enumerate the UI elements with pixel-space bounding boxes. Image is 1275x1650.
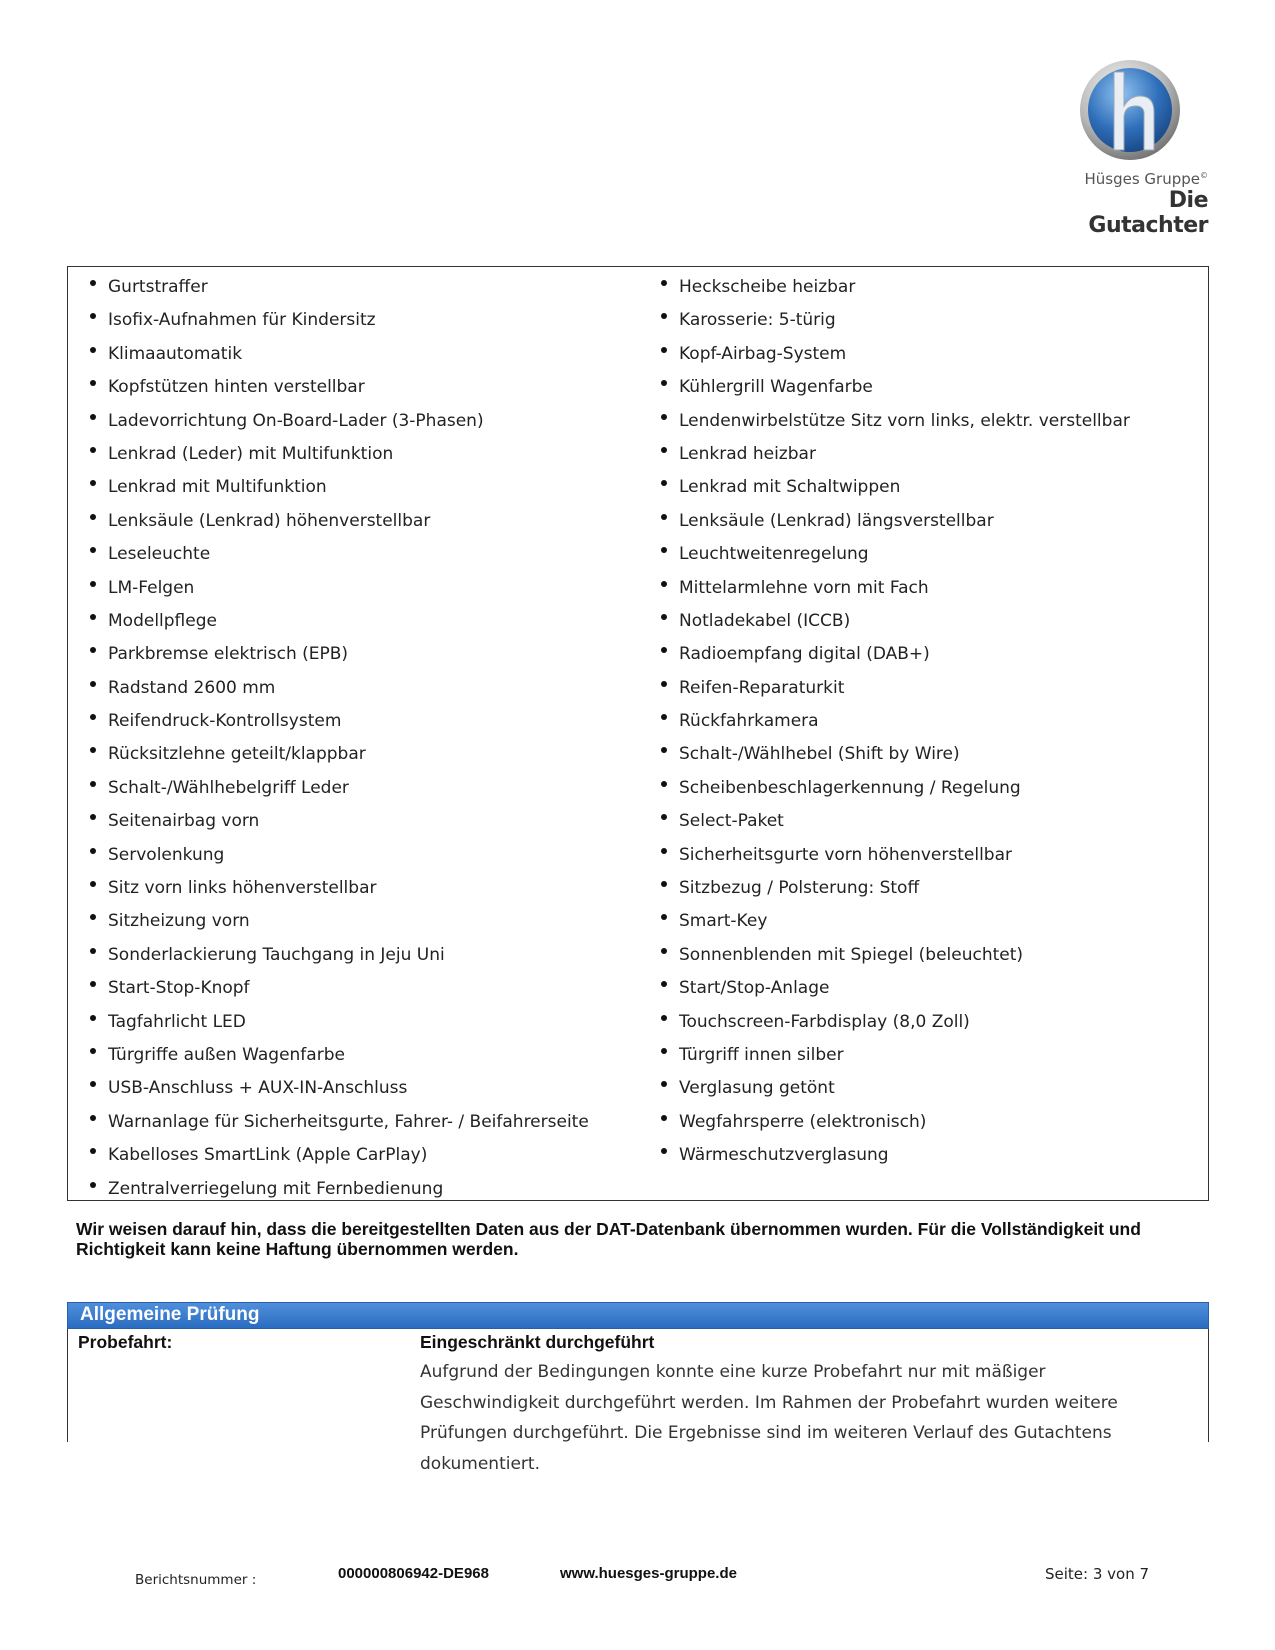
equipment-item-label: Radioempfang digital (DAB+) — [679, 644, 930, 665]
equipment-list-left — [88, 271, 638, 1206]
equipment-item — [659, 872, 1199, 905]
equipment-item-label: Leseleuchte — [108, 544, 211, 565]
equipment-item — [88, 371, 638, 404]
equipment-item-label: Touchscreen-Farbdisplay (8,0 Zoll) — [679, 1011, 970, 1032]
bullet-icon — [661, 1048, 667, 1054]
equipment-item-label: Lenkrad heizbar — [679, 443, 816, 464]
equipment-item-label: Lenksäule (Lenkrad) höhenverstellbar — [108, 510, 431, 531]
brand-group-name: Hüsges Gruppe© — [1084, 170, 1208, 188]
equipment-item-label: Servolenkung — [108, 844, 225, 865]
equipment-item — [659, 1139, 1199, 1172]
bullet-icon — [661, 313, 667, 319]
bullet-icon — [90, 1115, 96, 1121]
section-header — [67, 1302, 1209, 1329]
bullet-icon — [661, 948, 667, 954]
brand-tagline: Die Gutachter — [1088, 188, 1208, 238]
bullet-icon — [661, 848, 667, 854]
equipment-item-label: LM-Felgen — [108, 577, 195, 598]
test-drive-description: Aufgrund der Bedingungen konnte eine kurze Probefahrt nur mit mäßiger Geschwindigkeit durchgeführt werden. Im Rahmen der Probefahrt wurden weitere Prüfungen durchgeführt. Die Ergebnisse sind im weiteren Verlauf des Gutachtens dokumentiert. — [420, 1362, 1118, 1474]
equipment-item-label: Modellpflege — [108, 610, 217, 631]
bullet-icon — [90, 480, 96, 486]
equipment-item-label: Schalt-/Wählhebel (Shift by Wire) — [679, 744, 960, 765]
bullet-icon — [90, 380, 96, 386]
bullet-icon — [661, 981, 667, 987]
bullet-icon — [661, 1115, 667, 1121]
equipment-item — [88, 872, 638, 905]
equipment-item — [659, 939, 1199, 972]
bullet-icon — [661, 814, 667, 820]
bullet-icon — [90, 280, 96, 286]
equipment-item — [659, 438, 1199, 471]
equipment-item-label: Mittelarmlehne vorn mit Fach — [679, 577, 929, 598]
bullet-icon — [90, 681, 96, 687]
equipment-item — [659, 1072, 1199, 1105]
equipment-item — [659, 772, 1199, 805]
equipment-item-label: Sonderlackierung Tauchgang in Jeju Uni — [108, 944, 445, 965]
equipment-item — [88, 638, 638, 671]
bullet-icon — [90, 313, 96, 319]
page-footer — [0, 1560, 1275, 1600]
equipment-item-label: Sicherheitsgurte vorn höhenverstellbar — [679, 844, 1012, 865]
equipment-item — [88, 839, 638, 872]
equipment-item — [659, 705, 1199, 738]
website-link[interactable]: www.huesges-gruppe.de — [560, 1565, 737, 1582]
bullet-icon — [90, 647, 96, 653]
equipment-item-label: Reifendruck-Kontrollsystem — [108, 711, 342, 732]
equipment-item — [659, 572, 1199, 605]
equipment-item — [88, 605, 638, 638]
equipment-item — [88, 572, 638, 605]
bullet-icon — [661, 480, 667, 486]
bullet-icon — [661, 380, 667, 386]
equipment-item — [88, 772, 638, 805]
bullet-icon — [90, 447, 96, 453]
equipment-item-label: Radstand 2600 mm — [108, 677, 276, 698]
bullet-icon — [90, 414, 96, 420]
equipment-list-right — [659, 271, 1199, 1173]
equipment-item-label: Klimaautomatik — [108, 343, 243, 364]
equipment-item — [659, 905, 1199, 938]
equipment-item-label: Scheibenbeschlagerkennung / Regelung — [679, 777, 1021, 798]
equipment-item-label: Rücksitzlehne geteilt/klappbar — [108, 744, 366, 765]
equipment-item-label: Smart-Key — [679, 911, 768, 932]
equipment-item — [659, 338, 1199, 371]
equipment-item-label: Sonnenblenden mit Spiegel (beleuchtet) — [679, 944, 1024, 965]
equipment-item — [659, 1039, 1199, 1072]
section-body — [67, 1329, 1209, 1474]
equipment-item-label: Start/Stop-Anlage — [679, 978, 830, 999]
bullet-icon — [661, 1081, 667, 1087]
bullet-icon — [90, 514, 96, 520]
equipment-item-label: Lenksäule (Lenkrad) längsverstellbar — [679, 510, 994, 531]
equipment-item-label: Lenkrad mit Schaltwippen — [679, 477, 901, 498]
equipment-item — [88, 405, 638, 438]
equipment-item — [659, 405, 1199, 438]
bullet-icon — [661, 447, 667, 453]
equipment-item-label: Notladekabel (ICCB) — [679, 610, 851, 631]
equipment-item-label: Warnanlage für Sicherheitsgurte, Fahrer- / Beifahrerseite — [108, 1111, 589, 1132]
equipment-item-label: Select-Paket — [679, 811, 784, 832]
bullet-icon — [90, 614, 96, 620]
bullet-icon — [90, 1182, 96, 1188]
equipment-item-label: Tagfahrlicht LED — [108, 1011, 246, 1032]
equipment-item-label: USB-Anschluss + AUX-IN-Anschluss — [108, 1078, 408, 1099]
bullet-icon — [90, 981, 96, 987]
equipment-item-label: Isofix-Aufnahmen für Kindersitz — [108, 310, 376, 331]
bullet-icon — [661, 914, 667, 920]
equipment-item — [88, 1072, 638, 1105]
equipment-item-label: Lenkrad (Leder) mit Multifunktion — [108, 443, 394, 464]
data-disclaimer: Wir weisen darauf hin, dass die bereitgestellten Daten aus der DAT-Datenbank übernommen wurden. Für die Vollständigkeit und Richtigkeit kann keine Haftung übernommen werden. — [76, 1219, 1141, 1259]
report-number: 000000806942-DE968 — [338, 1565, 489, 1582]
bullet-icon — [90, 848, 96, 854]
bullet-icon — [90, 948, 96, 954]
bullet-icon — [661, 681, 667, 687]
bullet-icon — [90, 1015, 96, 1021]
bullet-icon — [90, 814, 96, 820]
bullet-icon — [90, 747, 96, 753]
equipment-list-box — [67, 266, 1209, 1201]
equipment-item — [659, 471, 1199, 504]
bullet-icon — [661, 614, 667, 620]
equipment-item-label: Parkbremse elektrisch (EPB) — [108, 644, 349, 665]
equipment-item-label: Verglasung getönt — [679, 1078, 835, 1099]
bullet-icon — [661, 881, 667, 887]
equipment-item-label: Kopfstützen hinten verstellbar — [108, 377, 365, 398]
page-number: Seite: 3 von 7 — [1045, 1565, 1150, 1583]
bullet-icon — [661, 714, 667, 720]
equipment-item-label: Start-Stop-Knopf — [108, 978, 250, 999]
bullet-icon — [90, 547, 96, 553]
equipment-item — [659, 538, 1199, 571]
bullet-icon — [90, 1081, 96, 1087]
equipment-item-label: Kabelloses SmartLink (Apple CarPlay) — [108, 1145, 428, 1166]
bullet-icon — [90, 781, 96, 787]
equipment-item-label: Leuchtweitenregelung — [679, 544, 869, 565]
equipment-item — [659, 672, 1199, 705]
equipment-item — [659, 805, 1199, 838]
bullet-icon — [90, 581, 96, 587]
equipment-item-label: Lendenwirbelstütze Sitz vorn links, elektr. verstellbar — [679, 410, 1130, 431]
bullet-icon — [90, 714, 96, 720]
copyright-mark: © — [1200, 171, 1208, 180]
equipment-item — [88, 805, 638, 838]
equipment-item — [88, 1106, 638, 1139]
bullet-icon — [661, 280, 667, 286]
equipment-item-label: Sitz vorn links höhenverstellbar — [108, 878, 377, 899]
equipment-item-label: Wegfahrsperre (elektronisch) — [679, 1111, 927, 1132]
equipment-item-label: Schalt-/Wählhebelgriff Leder — [108, 777, 349, 798]
test-drive-status: Eingeschränkt durchgeführt — [420, 1332, 655, 1352]
equipment-item — [659, 505, 1199, 538]
equipment-item — [88, 1139, 638, 1172]
equipment-item-label: Wärmeschutzverglasung — [679, 1145, 889, 1166]
equipment-item — [88, 505, 638, 538]
equipment-item — [88, 738, 638, 771]
equipment-item-label: Heckscheibe heizbar — [679, 277, 856, 297]
company-logo — [1058, 58, 1208, 238]
equipment-item-label: Kühlergrill Wagenfarbe — [679, 377, 873, 398]
equipment-item — [659, 738, 1199, 771]
bullet-icon — [661, 547, 667, 553]
bullet-icon — [661, 647, 667, 653]
equipment-item — [659, 638, 1199, 671]
equipment-item — [659, 1006, 1199, 1039]
equipment-item-label: Kopf-Airbag-System — [679, 343, 847, 364]
bullet-icon — [90, 1048, 96, 1054]
equipment-item — [88, 1173, 638, 1206]
equipment-item-label: Zentralverriegelung mit Fernbedienung — [108, 1178, 444, 1199]
bullet-icon — [90, 881, 96, 887]
bullet-icon — [661, 414, 667, 420]
equipment-item — [88, 672, 638, 705]
bullet-icon — [661, 781, 667, 787]
equipment-item — [659, 271, 1199, 304]
equipment-item — [88, 1039, 638, 1072]
equipment-item — [88, 338, 638, 371]
equipment-item-label: Gurtstraffer — [108, 277, 208, 297]
bullet-icon — [661, 514, 667, 520]
equipment-item — [88, 438, 638, 471]
huesges-h-logo-icon — [1078, 58, 1182, 162]
bullet-icon — [661, 1015, 667, 1021]
equipment-item — [88, 271, 638, 304]
equipment-item-label: Sitzheizung vorn — [108, 911, 250, 932]
equipment-item — [659, 1106, 1199, 1139]
bullet-icon — [661, 581, 667, 587]
equipment-item — [88, 705, 638, 738]
equipment-item-label: Lenkrad mit Multifunktion — [108, 477, 327, 498]
equipment-item — [88, 972, 638, 1005]
equipment-item-label: Ladevorrichtung On-Board-Lader (3-Phasen) — [108, 410, 484, 431]
equipment-item-label: Rückfahrkamera — [679, 711, 819, 732]
equipment-item — [659, 605, 1199, 638]
equipment-item — [659, 304, 1199, 337]
equipment-item — [88, 538, 638, 571]
equipment-item-label: Karosserie: 5-türig — [679, 310, 836, 331]
bullet-icon — [661, 747, 667, 753]
bullet-icon — [661, 1148, 667, 1154]
report-number-label: Berichtsnummer : — [135, 1572, 257, 1588]
bullet-icon — [90, 914, 96, 920]
equipment-item — [88, 939, 638, 972]
equipment-item — [659, 839, 1199, 872]
equipment-item — [88, 304, 638, 337]
equipment-item-label: Sitzbezug / Polsterung: Stoff — [679, 878, 920, 899]
bullet-icon — [90, 347, 96, 353]
equipment-item — [88, 1006, 638, 1039]
equipment-item — [659, 371, 1199, 404]
equipment-item-label: Reifen-Reparaturkit — [679, 677, 845, 698]
equipment-item — [88, 471, 638, 504]
equipment-item-label: Türgriff innen silber — [679, 1044, 844, 1065]
section-title: Allgemeine Prüfung — [80, 1304, 260, 1325]
bullet-icon — [90, 1148, 96, 1154]
equipment-item-label: Türgriffe außen Wagenfarbe — [108, 1044, 345, 1065]
test-drive-label: Probefahrt: — [78, 1332, 173, 1352]
equipment-item — [659, 972, 1199, 1005]
bullet-icon — [661, 347, 667, 353]
equipment-item-label: Seitenairbag vorn — [108, 811, 260, 832]
equipment-item — [88, 905, 638, 938]
